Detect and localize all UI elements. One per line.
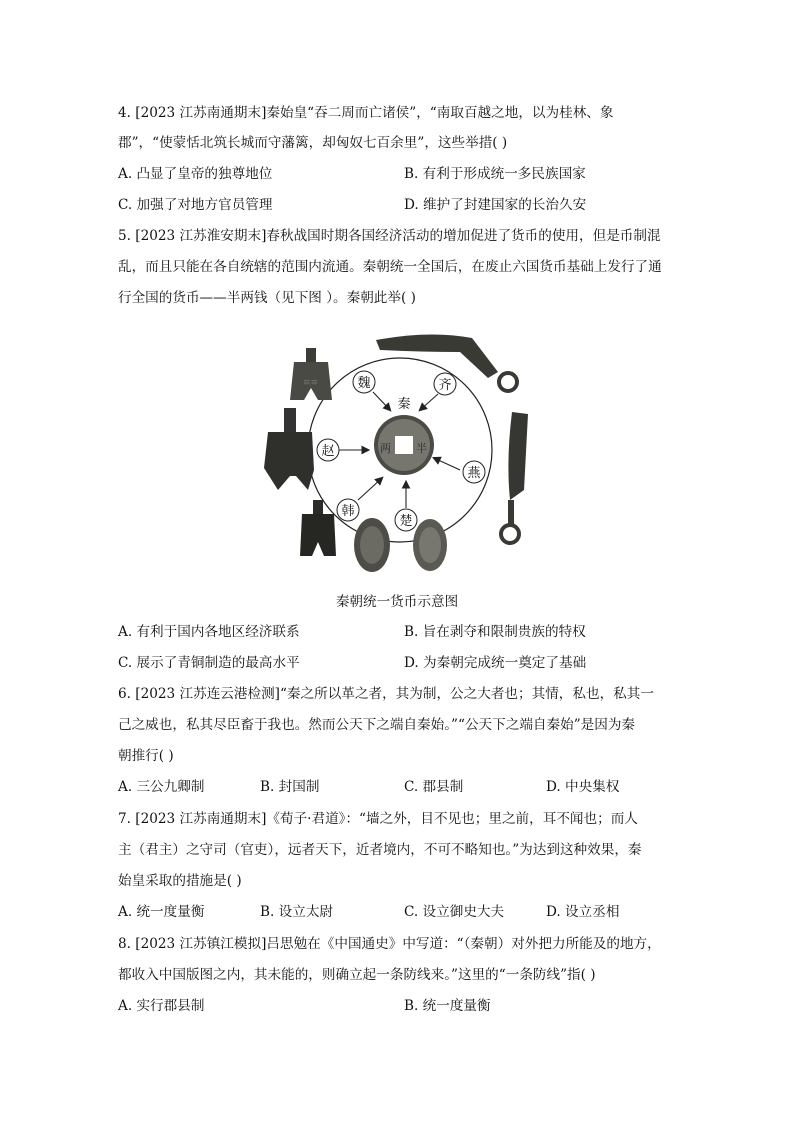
state-circle-chu xyxy=(395,509,417,531)
spade-coin-han-image xyxy=(300,500,336,556)
q4-option-c[interactable]: C. 加强了对地方官员管理 xyxy=(118,197,273,213)
q6-option-d[interactable]: D. 中央集权 xyxy=(546,779,620,795)
q8-stem-line1: 8. [2023 江苏镇江模拟]吕思勉在《中国通史》中写道：“（秦朝）对外把力所能及的地方， xyxy=(118,936,661,952)
state-circle-qi xyxy=(434,373,456,395)
q8-stem-line2: 都收入中国版图之内，其未能的，则确立起一条防线来。”这里的“一条防线”指( ) xyxy=(118,967,596,983)
state-circle-yan xyxy=(463,461,485,483)
q6-stem-line1: 6. [2023 江苏连云港检测]“秦之所以革之者，其为制，公之大者也；其情，私也，私其一 xyxy=(118,686,654,702)
q5-stem-line3: 行全国的货币——半两钱（见下图 ）。秦朝此举( ) xyxy=(118,290,416,306)
q6-option-c[interactable]: C. 郡县制 xyxy=(404,779,464,795)
q4-stem-line1: 4. [2023 江苏南通期末]秦始皇“吞二周而亡诸侯”，“南取百越之地，以为桂林、象 xyxy=(118,105,614,121)
q6-stem-line3: 朝推行( ) xyxy=(118,748,174,764)
q8-option-a[interactable]: A. 实行郡县制 xyxy=(118,998,205,1014)
q5-option-c[interactable]: C. 展示了青铜制造的最高水平 xyxy=(118,655,300,671)
state-label-wei: 魏 xyxy=(357,376,371,391)
q5-option-d[interactable]: D. 为秦朝完成统一奠定了基础 xyxy=(404,655,587,671)
state-label-han: 韩 xyxy=(341,504,355,519)
q7-option-c[interactable]: C. 设立御史大夫 xyxy=(404,904,505,920)
q4-option-d[interactable]: D. 维护了封建国家的长治久安 xyxy=(404,197,587,213)
q6-stem-line2: 己之威也，私其尽臣畜于我也。然而公天下之端自秦始。”“公天下之端自秦始”是因为秦 xyxy=(118,717,636,733)
spade-coin-wei-image xyxy=(290,348,332,400)
state-label-yan: 燕 xyxy=(467,466,481,481)
figure-caption: 秦朝统一货币示意图 xyxy=(335,594,459,610)
q5-option-b[interactable]: B. 旨在剥夺和限制贵族的特权 xyxy=(404,624,586,640)
knife-coin-yan-image xyxy=(501,412,528,543)
state-label-zhao: 赵 xyxy=(321,444,335,459)
q6-option-a[interactable]: A. 三公九卿制 xyxy=(118,779,205,795)
center-label-qin: 秦 xyxy=(397,397,411,412)
svg-text:≡≡: ≡≡ xyxy=(303,378,319,388)
q8-option-b[interactable]: B. 统一度量衡 xyxy=(404,998,491,1014)
state-label-chu: 楚 xyxy=(399,514,413,529)
q7-stem-line1: 7. [2023 江苏南通期末]《荀子·君道》：“墙之外，目不见也；里之前，耳不闻也；而人 xyxy=(118,811,638,827)
q4-stem-line2: 郡”，“使蒙恬北筑长城而守藩篱，却匈奴七百余里”，这些举措( ) xyxy=(118,135,508,151)
state-circle-zhao xyxy=(317,439,339,461)
ban-liang-coin-image xyxy=(374,415,434,475)
q7-option-d[interactable]: D. 设立丞相 xyxy=(546,904,620,920)
state-circle-han xyxy=(337,499,359,521)
q4-option-b[interactable]: B. 有利于形成统一多民族国家 xyxy=(404,166,586,182)
q7-option-a[interactable]: A. 统一度量衡 xyxy=(118,904,205,920)
q4-option-a[interactable]: A. 凸显了皇帝的独尊地位 xyxy=(118,166,273,182)
q6-option-b[interactable]: B. 封国制 xyxy=(260,779,320,795)
q5-option-a[interactable]: A. 有利于国内各地区经济联系 xyxy=(118,624,300,640)
q5-stem-line1: 5. [2023 江苏淮安期末]春秋战国时期各国经济活动的增加促进了货币的使用，但是币制混 xyxy=(118,228,661,244)
state-label-qi: 齐 xyxy=(438,378,452,393)
svg-text:两: 两 xyxy=(380,442,391,455)
q7-stem-line2: 主（君主）之守司（官吏），远者天下，近者境内，不可不略知也。”为达到这种效果，秦 xyxy=(118,842,642,858)
q7-stem-line3: 始皇采取的措施是( ) xyxy=(118,873,242,889)
spade-coin-zhao-image xyxy=(264,408,314,490)
q7-option-b[interactable]: B. 设立太尉 xyxy=(260,904,334,920)
q5-stem-line2: 乱，而且只能在各自统辖的范围内流通。秦朝统一全国后，在废止六国货币基础上发行了通 xyxy=(118,259,662,275)
state-circle-wei xyxy=(353,371,375,393)
svg-text:半: 半 xyxy=(416,442,427,455)
